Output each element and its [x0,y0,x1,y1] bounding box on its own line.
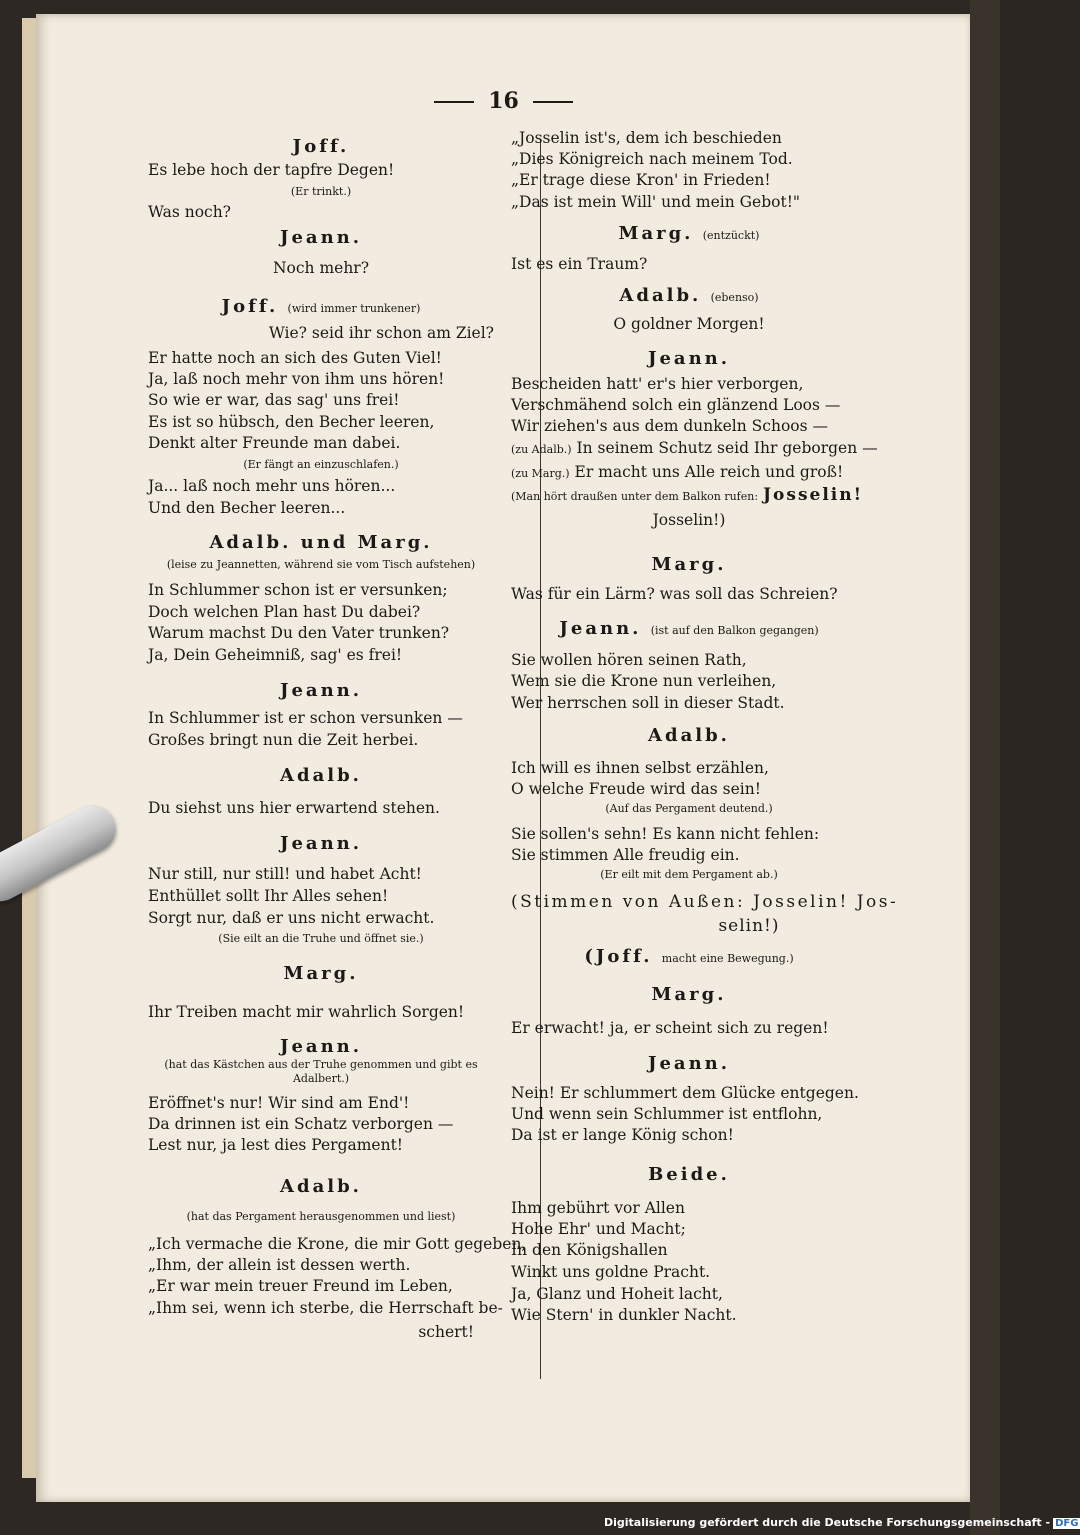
verse-line: O welche Freude wird das sein! [511,780,761,798]
verse-line: Verschmähend solch ein glänzend Loos — [511,396,841,414]
speaker-heading: Adalb. und Marg. [209,532,433,553]
stage-direction: (wird immer trunkener) [287,302,421,315]
voices-line: (Stimmen von Außen: Josselin! Jos- [511,892,899,912]
verse-line: Wer herrschen soll in dieser Stadt. [511,694,785,712]
verse-line: Ihr Treiben macht mir wahrlich Sorgen! [148,1003,465,1021]
page-number: 16 [36,88,971,114]
speaker-heading: Marg. [651,984,727,1005]
speaker-heading: Adalb. [648,725,730,746]
verse-line: Doch welchen Plan hast Du dabei? [148,603,421,621]
verse-line: Ja, Glanz und Hoheit lacht, [511,1285,723,1303]
stage-direction: (Er trinkt.) [290,185,352,198]
verse-line: „Ihm sei, wenn ich sterbe, die Herrschaft be- [148,1299,503,1317]
verse-line: „Ich vermache die Krone, die mir Gott gegeben, [148,1235,527,1253]
verse-line: Großes bringt nun die Zeit herbei. [148,731,419,749]
stage-direction: macht eine Bewegung.) [661,952,794,965]
verse-line: Noch mehr? [272,259,370,277]
verse-line: Wem sie die Krone nun verleihen, [511,672,777,690]
stage-direction: (zu Adalb.) [511,443,572,456]
verse-line: „Er war mein treuer Freund im Leben, [148,1277,453,1295]
verse-line: (zu Adalb.) In seinem Schutz seid Ihr geborgen — [511,439,878,457]
verse-line: „Dies Königreich nach meinem Tod. [511,150,793,168]
verse-line: Ja... laß noch mehr uns hören... [148,477,396,495]
speaker-heading: Jeann. (ist auf den Balkon gegangen) [559,618,819,639]
speaker-heading: Marg. (entzückt) [618,223,760,244]
stage-direction: (Er fängt an einzuschlafen.) [243,458,399,471]
verse-line: Eröffnet's nur! Wir sind am End'! [148,1094,410,1112]
stage-direction: (hat das Pergament herausgenommen und liest) [186,1210,456,1223]
verse-line: Wir ziehen's aus dem dunkeln Schoos — [511,417,829,435]
verse-line: Denkt alter Freunde man dabei. [148,434,401,452]
verse-line: Hohe Ehr' und Macht; [511,1220,686,1238]
verse-line: Es ist so hübsch, den Becher leeren, [148,413,435,431]
verse-line: Da ist er lange König schon! [511,1126,734,1144]
verse-line: Er hatte noch an sich des Guten Viel! [148,349,442,367]
speaker-heading: Jeann. [647,1053,731,1074]
verse-line: Bescheiden hatt' er's hier verborgen, [511,375,804,393]
speaker-heading: Adalb. [280,765,362,786]
speaker-heading: Joff. (wird immer trunkener) [221,296,421,317]
stage-direction: (Er eilt mit dem Pergament ab.) [600,868,778,881]
verse-line: In Schlummer ist er schon versunken — [148,709,463,727]
speaker-heading: Marg. [283,963,359,984]
stage-direction: (ebenso) [710,291,759,304]
verse-line: Ist es ein Traum? [511,255,648,273]
verse-line: Nur still, nur still! und habet Acht! [148,865,422,883]
verse-line: Was für ein Lärm? was soll das Schreien? [511,585,838,603]
stage-direction: (Sie eilt an die Truhe und öffnet sie.) [218,932,424,945]
verse-line: Nein! Er schlummert dem Glücke entgegen. [511,1084,859,1102]
speaker-heading: Marg. [651,554,727,575]
verse-line: Warum machst Du den Vater trunken? [148,624,450,642]
page-edge-right [970,0,1000,1535]
verse-line: Ihm gebührt vor Allen [511,1199,685,1217]
verse-line: „Er trage diese Kron' in Frieden! [511,171,771,189]
rule-left [434,101,474,103]
verse-line: Sorgt nur, daß er uns nicht erwacht. [148,909,435,927]
verse-line: Sie stimmen Alle freudig ein. [511,846,740,864]
verse-line: (zu Marg.) Er macht uns Alle reich und groß! [511,463,844,481]
speaker-heading: Adalb. [280,1176,362,1197]
speaker-heading: Joff. [292,136,350,157]
stage-direction: (zu Marg.) [511,467,570,480]
verse-line: Was noch? [148,203,231,221]
dfg-logo: DFG [1055,1518,1079,1529]
verse-line: Sie sollen's sehn! Es kann nicht fehlen: [511,825,820,843]
stage-direction: (Man hört draußen unter dem Balkon rufen: [511,490,759,503]
verse-line: „Ihm, der allein ist dessen werth. [148,1256,411,1274]
verse-line: „Josselin ist's, dem ich beschieden [511,129,782,147]
verse-line: O goldner Morgen! [613,315,765,333]
verse-line: In den Königshallen [511,1241,668,1259]
speaker-heading: (Joff. macht eine Bewegung.) [584,946,794,967]
stage-direction: (ist auf den Balkon gegangen) [650,624,819,637]
speaker-heading: Jeann. [279,227,363,248]
verse-line: So wie er war, das sag' uns frei! [148,391,400,409]
verse-line: Und den Becher leeren... [148,499,346,517]
speaker-heading: Beide. [648,1164,730,1185]
verse-line: „Das ist mein Will' und mein Gebot!" [511,193,801,211]
verse-line: Ich will es ihnen selbst erzählen, [511,759,769,777]
verse-line: Lest nur, ja lest dies Pergament! [148,1136,404,1154]
verse-line: Da drinnen ist ein Schatz verborgen — [148,1115,454,1133]
verse-line: Wie? seid ihr schon am Ziel? [268,324,494,342]
verse-line: Josselin!) [652,511,726,529]
verse-line: Wie Stern' in dunkler Nacht. [511,1306,737,1324]
verse-line: Und wenn sein Schlummer ist entflohn, [511,1105,823,1123]
speaker-heading: Jeann. [279,680,363,701]
verse-line: Winkt uns goldne Pracht. [511,1263,711,1281]
stage-direction: (entzückt) [702,229,760,242]
verse-line: Es lebe hoch der tapfre Degen! [148,161,395,179]
verse-line: In Schlummer schon ist er versunken; [148,581,448,599]
rule-right [533,101,573,103]
verse-line: Ja, laß noch mehr von ihm uns hören! [148,370,445,388]
verse-line: Ja, Dein Geheimniß, sag' es frei! [148,646,403,664]
stage-direction: (Auf das Pergament deutend.) [605,802,773,815]
speaker-heading: Jeann. [279,833,363,854]
voices-line: selin!) [718,916,780,936]
verse-line: schert! [418,1323,474,1341]
footer-credit: Digitalisierung gefördert durch die Deutsche Forschungsgemeinschaft - DFG [604,1516,1079,1529]
speaker-heading: Jeann. [647,348,731,369]
verse-line: (Man hört draußen unter dem Balkon rufen: Josselin! [511,485,864,505]
verse-line: Sie wollen hören seinen Rath, [511,651,747,669]
stage-direction: (leise zu Jeannetten, während sie vom Tisch aufstehen) [166,558,476,571]
verse-line: Er erwacht! ja, er scheint sich zu regen! [511,1019,829,1037]
verse-line: Enthüllet sollt Ihr Alles sehen! [148,887,389,905]
stage-direction: (hat das Kästchen aus der Truhe genommen und gibt es Adalbert.) [164,1058,478,1085]
speaker-heading: Jeann. [279,1036,363,1057]
verse-line: Du siehst uns hier erwartend stehen. [148,799,440,817]
speaker-heading: Adalb. (ebenso) [619,285,759,306]
